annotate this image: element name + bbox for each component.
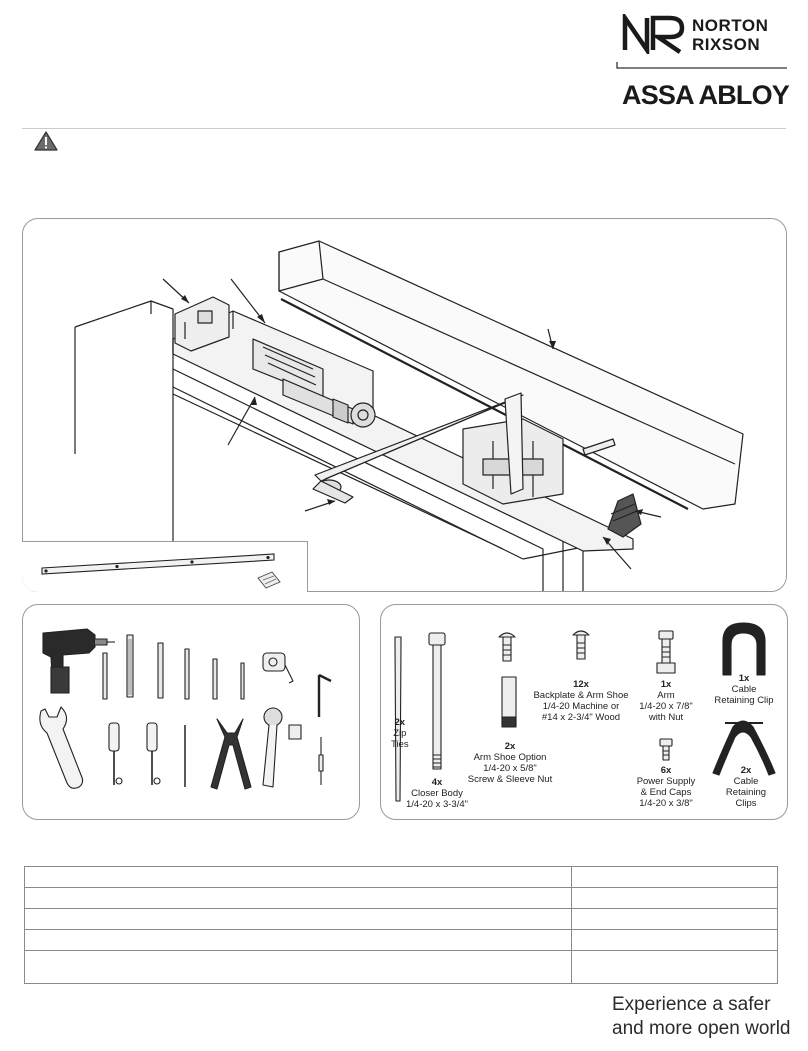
hardware-desc: Clips <box>735 798 757 809</box>
hardware-desc: 1/4-20 x 3-3/4" <box>406 799 468 810</box>
hardware-desc: Backplate & Arm Shoe <box>533 690 629 701</box>
hardware-qty: 2x <box>504 741 516 752</box>
table-cell <box>25 867 572 888</box>
pliers-icon <box>211 719 251 789</box>
operator-exploded-view <box>23 219 787 592</box>
tools-illustration <box>23 605 360 820</box>
hardware-desc: Screw & Sleeve Nut <box>467 774 553 785</box>
header-divider <box>616 62 788 74</box>
table-cell <box>25 930 572 951</box>
tagline-line-1: Experience a safer <box>612 994 771 1015</box>
hardware-desc: #14 x 2-3/4" Wood <box>541 712 621 723</box>
hardware-kit-panel <box>380 604 788 820</box>
hardware-qty: 4x <box>431 777 443 788</box>
adjustable-wrench-icon <box>40 707 83 788</box>
hardware-qty: 1x <box>660 679 672 690</box>
hardware-desc: 1/4-20 x 3/8" <box>639 798 693 809</box>
info-table <box>24 866 778 984</box>
hardware-desc: 1/4-20 x 5/8" <box>483 763 537 774</box>
hardware-item-cable-retaining-clip <box>707 673 781 706</box>
hardware-desc: Retaining <box>725 787 767 798</box>
arm-shoe-screw-icon <box>499 633 516 727</box>
table-row <box>25 888 778 909</box>
screwdriver-icon <box>109 723 160 785</box>
brand-tagline <box>612 993 791 1041</box>
brand-line-2: RIXSON <box>692 35 761 54</box>
hardware-item-backplate-screws <box>531 679 631 723</box>
table-row <box>25 909 778 930</box>
operator-assembly-illustration <box>22 218 787 592</box>
brand-line-1: NORTON <box>692 16 769 35</box>
tagline-line-2: and more open world <box>612 1018 791 1039</box>
ratchet-icon <box>263 708 282 787</box>
hardware-qty: 1x <box>738 673 750 684</box>
hardware-item-arm-shoe-option <box>465 741 555 785</box>
hardware-desc: Cable <box>733 776 759 787</box>
hardware-item-closer-body <box>401 777 473 810</box>
warning-triangle-icon <box>34 131 58 151</box>
hardware-item-arm-bolt <box>631 679 701 723</box>
brand-name <box>692 16 768 54</box>
track-inset <box>22 541 308 592</box>
hardware-item-power-supply-screws <box>629 765 703 809</box>
arm-bolt-icon <box>657 631 675 673</box>
hardware-desc: & End Caps <box>640 787 692 798</box>
hardware-desc: 1/4-20 x 7/8" <box>639 701 693 712</box>
table-cell <box>572 909 778 930</box>
tape-measure-icon <box>263 653 293 683</box>
closer-body-bolt-icon <box>429 633 445 769</box>
table-row <box>25 930 778 951</box>
required-tools-panel <box>22 604 360 820</box>
table-cell <box>572 888 778 909</box>
table-cell <box>572 867 778 888</box>
hardware-desc: Ties <box>391 739 409 750</box>
hardware-desc: Arm <box>657 690 675 701</box>
track-drawing <box>22 542 308 593</box>
hardware-qty: 2x <box>394 717 406 728</box>
cable-retaining-clip-icon <box>723 623 765 675</box>
hardware-item-cable-retaining-clips <box>711 765 781 809</box>
table-cell <box>572 930 778 951</box>
power-supply-screw-icon <box>660 739 672 760</box>
hardware-qty: 12x <box>573 679 589 690</box>
table-cell <box>25 888 572 909</box>
hardware-desc: Arm Shoe Option <box>473 752 547 763</box>
hardware-desc: Cable <box>731 684 757 695</box>
hardware-qty: 2x <box>740 765 752 776</box>
hardware-desc: Retaining Clip <box>714 695 774 706</box>
hardware-desc: 1/4-20 Machine or <box>542 701 620 712</box>
table-row <box>25 951 778 984</box>
backplate-screw-icon <box>573 631 589 659</box>
hardware-item-zip-ties <box>391 717 409 750</box>
table-cell <box>25 951 572 984</box>
hardware-desc: Closer Body <box>411 788 463 799</box>
parent-brand-logo: ASSA ABLOY <box>622 80 790 110</box>
hardware-desc: with Nut <box>648 712 684 723</box>
table-cell <box>25 909 572 930</box>
top-divider <box>22 128 786 129</box>
hardware-desc: Zip <box>393 728 407 739</box>
table-cell <box>572 951 778 984</box>
table-row <box>25 867 778 888</box>
norton-rixson-logo-mark <box>622 14 686 54</box>
hardware-desc: Power Supply <box>636 776 696 787</box>
hardware-qty: 6x <box>660 765 672 776</box>
